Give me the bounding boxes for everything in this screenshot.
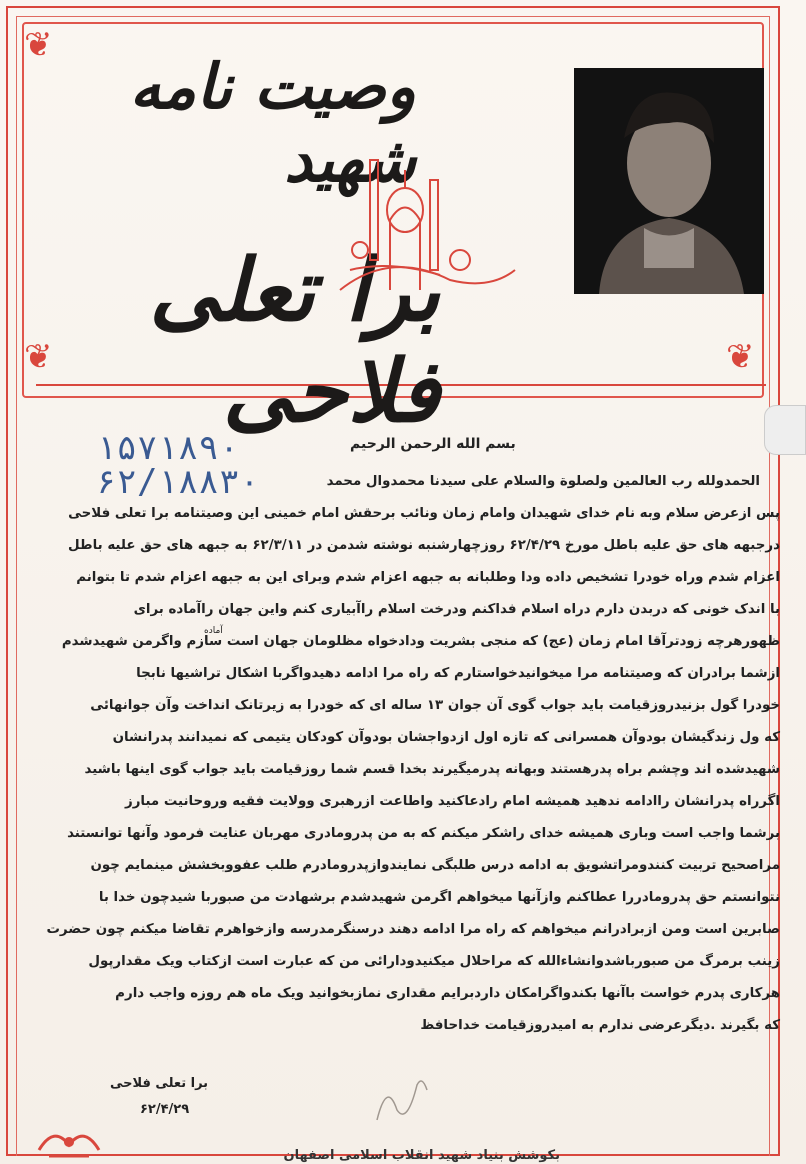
body-line: خودرا گول بزنیدروزقیامت باید جواب گوی آن جوان ۱۳ ساله ای که خودرا به زیرتانک انداخت وآن جوانهائی	[90, 698, 780, 713]
corner-ornament-icon: ❦	[726, 337, 755, 377]
signature-name: برا تعلی فلاحی	[110, 1076, 209, 1091]
body-line: با اندک خونی که دربدن دارم دراه اسلام فداکنم ودرخت اسلام راآبیاری کنم واین جهان راآماده برای	[133, 602, 780, 617]
body-line: صابرین است ومن ازبرادرانم میخواهم که راه مرا ادامه دهند درسنگرمدرسه وازخواهرم تقاضا میکنم چون حضرت	[46, 922, 780, 937]
signature-date: ۶۲/۴/۲۹	[140, 1102, 190, 1117]
paper-clip	[764, 405, 806, 455]
body-line: که بگیرند .دیگرعرضی ندارم به امیدروزقیامت خداحافظ	[420, 1018, 780, 1033]
foundation-logo-icon	[34, 1120, 104, 1164]
body-line: اگرراه پدرانشان راادامه ندهید همیشه امام رادعاکنید واطاعت ازرهبری وولایت فقیه وروحانیت مبارز	[125, 794, 780, 809]
body-line: نتوانستم حق پدرومادررا عطاکنم وازآنها میخواهم اگرمن شهیدشدم برشهادت من صبوربا شیدچون خدا با	[98, 890, 780, 905]
body-line: ازشما برادران که وصیتنامه مرا میخوانیدخواستارم که راه مرا ادامه دهیدواگربا اشکال تراشیها نابجا	[136, 666, 780, 681]
body-line: که ول زندگیشان بودوآن همسرانی که تازه اول ازدواجشان بودوآن کودکان یتیمی که نمیدانند پدرانشان	[112, 730, 780, 745]
margin-annotation: آماده	[204, 626, 223, 636]
body-line: برشما واجب است وباری همیشه خدای راشکر میکنم که به من پدرومادری مهربان عنایت فرمود وآنها توانستند	[67, 826, 780, 841]
body-line: مراصحیح تربیت کنندومراتشویق به ادامه درس طلبگی نمایندوازپدرومادرم طلب عفووبخشش مینمایم چون	[90, 858, 780, 873]
handwritten-number: ۱۵۷۱۸۹۰	[96, 428, 240, 468]
body-line: اعزام شدم وراه خودرا تشخیص داده ودا وطلبانه به جبهه اعزام شدم وبرای این به جبهه اعزام شدم تا بتوانم	[76, 570, 780, 585]
footer-credit: بکوشش بنیاد شهید انقلاب اسلامی اصفهان	[283, 1148, 560, 1163]
handwritten-number: ۶۲/۱۸۸۳۰	[96, 462, 260, 502]
body-line: ظهورهرچه زودترآقا امام زمان (عج) که منجی بشریت ودادخواه مظلومان جهان است سازم واگرمن شهیدشدم	[61, 634, 780, 649]
body-line: هرکاری پدرم خواست باآنها بکندواگرامکان داردبرایم مقداری نمازبخوانید ویک ماه هم روزه واجب دارم	[115, 986, 780, 1001]
martyr-name-title: برا تعلی فلاحی	[149, 240, 440, 442]
document-title: وصیت نامه شهید	[129, 50, 416, 196]
body-line: شهیدشده اند وچشم براه پدرهستند وبهانه پدرمیگیرند بخدا قسم شما روزقیامت باید جواب گوی اینها باشید	[84, 762, 780, 777]
martyr-photo	[574, 68, 764, 294]
body-line: الحمدولله رب العالمین ولصلوة والسلام علی سیدنا محمدوال محمد	[326, 474, 760, 489]
signature-scribble-icon	[372, 1070, 432, 1130]
bismillah: بسم الله الرحمن الرحیم	[350, 436, 516, 452]
body-line: پس ازعرض سلام وبه نام خدای شهیدان وامام زمان ونائب برحقش امام خمینی این وصیتنامه برا تعلی فلاحی	[68, 506, 780, 521]
corner-ornament-icon: ❦	[24, 337, 53, 377]
shrine-illustration-icon	[330, 140, 520, 300]
body-line: درجبهه های حق علیه باطل مورخ ۶۲/۴/۲۹ روزچهارشنبه نوشته شدمن در ۶۲/۳/۱۱ به جبهه های حق علیه باطل	[68, 538, 780, 553]
corner-ornament-icon: ❦	[24, 25, 53, 65]
body-line: زینب برمرگ من صبورباشدوانشاءالله که مراحلال میکنیدودارائی من که عبارت است ازکتاب ویک مقدارپول	[88, 954, 780, 969]
